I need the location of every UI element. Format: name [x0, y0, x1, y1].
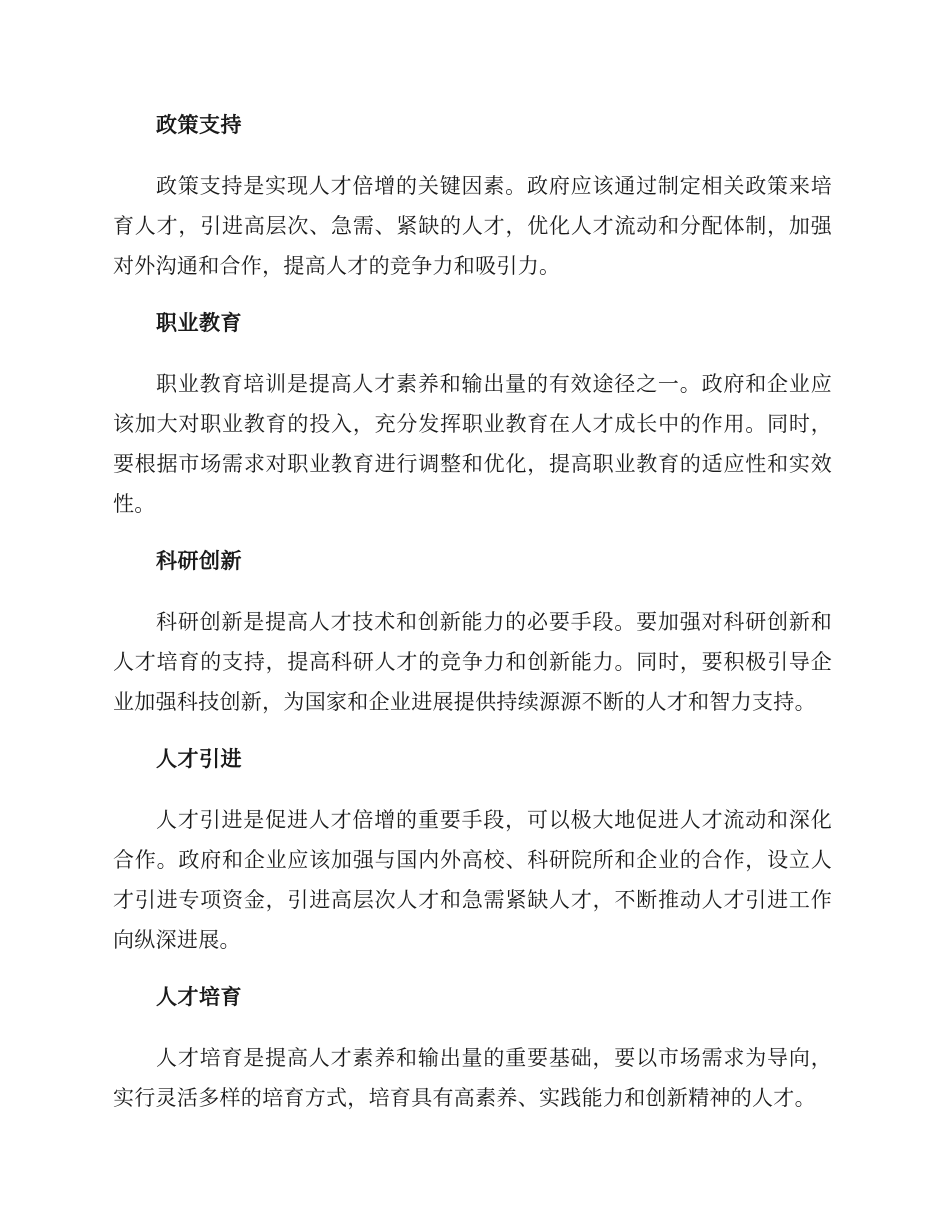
section-heading: 人才培育: [156, 985, 242, 1009]
section-heading: 科研创新: [156, 549, 242, 573]
section-research-innovation: [113, 546, 832, 722]
section-vocational-education: [113, 308, 832, 524]
section-heading: 政策支持: [156, 113, 242, 137]
section-paragraph: 科研创新是提高人才技术和创新能力的必要手段。要加强对科研创新和人才培育的支持，提高科研人才的竞争力和创新能力。同时，要积极引导企业加强科技创新，为国家和企业进展提供持续源源不断的人才和智力支持。: [113, 610, 832, 714]
section-paragraph: 人才培育是提高人才素养和输出量的重要基础，要以市场需求为导向，实行灵活多样的培育方式，培育具有高素养、实践能力和创新精神的人才。: [113, 1046, 832, 1110]
section-heading: 人才引进: [156, 747, 242, 771]
section-talent-cultivation: [113, 982, 832, 1118]
section-policy-support: [113, 110, 832, 286]
section-paragraph: 职业教育培训是提高人才素养和输出量的有效途径之一。政府和企业应该加大对职业教育的投入，充分发挥职业教育在人才成长中的作用。同时，要根据市场需求对职业教育进行调整和优化，提高职业教育的适应性和实效性。: [113, 372, 832, 516]
section-paragraph: 人才引进是促进人才倍增的重要手段，可以极大地促进人才流动和深化合作。政府和企业应该加强与国内外高校、科研院所和企业的合作，设立人才引进专项资金，引进高层次人才和急需紧缺人才，不断推动人才引进工作向纵深进展。: [113, 808, 832, 952]
section-heading: 职业教育: [156, 311, 242, 335]
section-paragraph: 政策支持是实现人才倍增的关键因素。政府应该通过制定相关政策来培育人才，引进高层次、急需、紧缺的人才，优化人才流动和分配体制，加强对外沟通和合作，提高人才的竞争力和吸引力。: [113, 174, 832, 278]
section-talent-introduction: [113, 744, 832, 960]
